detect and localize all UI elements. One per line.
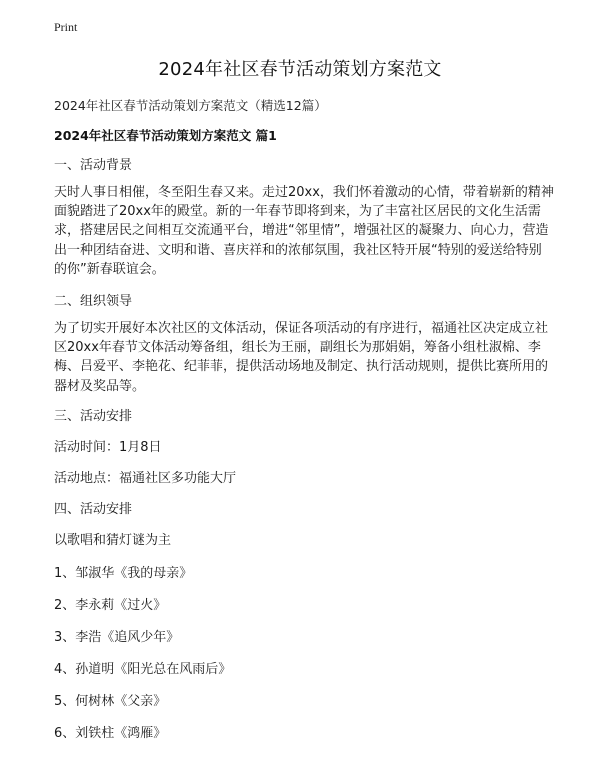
- section-heading-schedule: 三、活动安排: [54, 409, 133, 424]
- program-intro: 以歌唱和猜灯谜为主: [54, 533, 172, 548]
- section-paragraph-organization: 为了切实开展好本次社区的文体活动，保证各项活动的有序进行，福通社区决定成立社区20xx年春节文体活动筹备组，组长为王丽，副组长为那娟娟，筹备小组杜淑棉、李梅、吕爱平、李艳花、纪菲菲，提供活动场地及制定、执行活动规则，提供比赛所用的器材及奖品等。: [54, 321, 549, 394]
- program-item: 2、李永莉《过火》: [54, 598, 167, 613]
- program-item: 1、邹淑华《我的母亲》: [54, 566, 193, 581]
- section-heading-organization: 二、组织领导: [54, 294, 133, 309]
- program-item: 4、孙道明《阳光总在风雨后》: [54, 662, 232, 677]
- program-item: 6、刘铁柱《鸿雁》: [54, 726, 167, 741]
- activity-place: 活动地点：福通社区多功能大厅: [54, 471, 237, 486]
- article-heading: 2024年社区春节活动策划方案范文 篇1: [54, 128, 277, 143]
- program-item: 5、何树林《父亲》: [54, 694, 167, 709]
- page-title: 2024年社区春节活动策划方案范文: [158, 59, 442, 80]
- activity-time: 活动时间：1月8日: [54, 440, 162, 455]
- section-heading-background: 一、活动背景: [54, 158, 133, 173]
- program-item: 3、李浩《追风少年》: [54, 630, 180, 645]
- page-subtitle: 2024年社区春节活动策划方案范文（精选12篇）: [54, 98, 327, 113]
- section-heading-program: 四、活动安排: [54, 502, 133, 517]
- print-link[interactable]: Print: [54, 20, 78, 34]
- section-paragraph-background: 天时人事日相催，冬至阳生春又来。走过20xx，我们怀着激动的心情，带着崭新的精神面貌踏进了20xx年的殿堂。新的一年春节即将到来，为了丰富社区居民的文化生活需求，搭建居民之间相互交流通平台，增进“邻里情”，增强社区的凝聚力、向心力，营造出一种团结奋进、文明和谐、喜庆祥和的浓郁氛围，我社区特开展“特别的爱送给特别的你”新春联谊会。: [54, 185, 554, 277]
